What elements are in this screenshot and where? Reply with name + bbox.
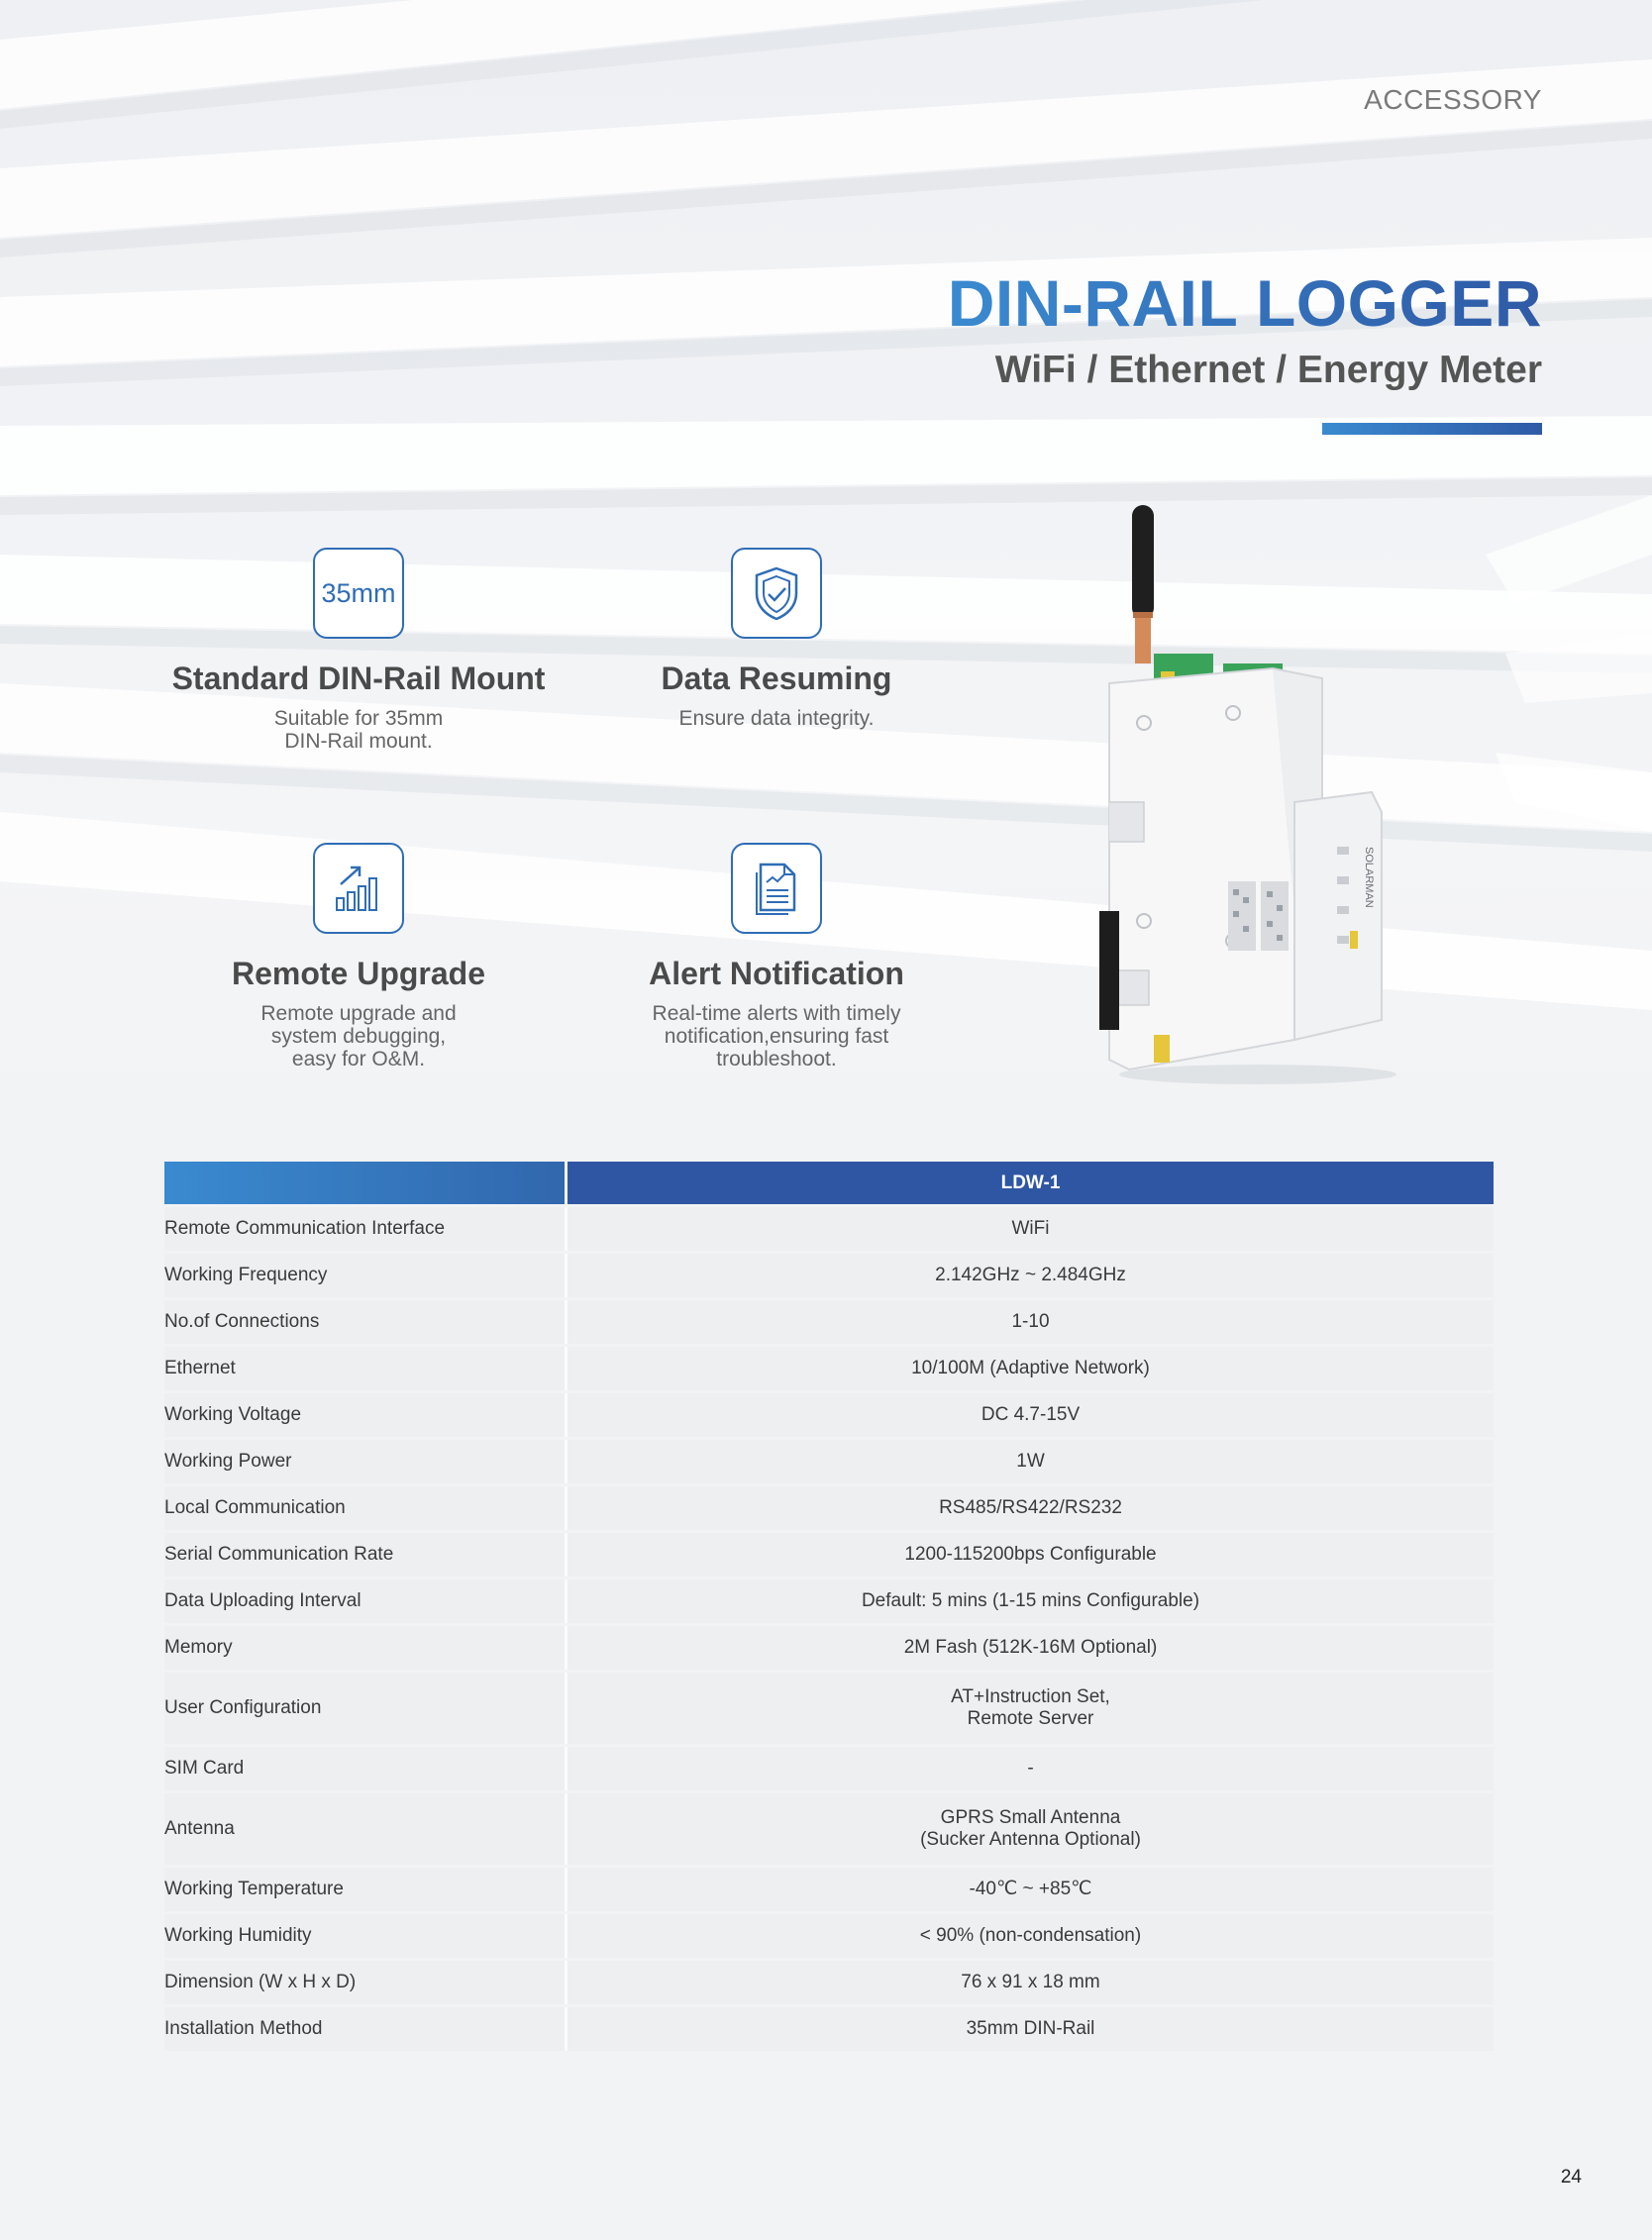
table-header-cell <box>164 1162 568 1204</box>
spec-value: 1-10 <box>568 1300 1494 1344</box>
feature-title: Data Resuming <box>661 661 892 696</box>
table-row <box>164 1914 1494 1958</box>
table-row <box>164 1626 1494 1670</box>
spec-value: WiFi <box>568 1207 1494 1251</box>
spec-value: AT+Instruction Set, Remote Server <box>568 1673 1494 1744</box>
table-row <box>164 1207 1494 1251</box>
page-title: DIN-RAIL LOGGER <box>947 266 1542 340</box>
spec-value: Default: 5 mins (1-15 mins Configurable) <box>568 1579 1494 1623</box>
spec-value: 10/100M (Adaptive Network) <box>568 1347 1494 1390</box>
table-row <box>164 1747 1494 1790</box>
spec-label: Installation Method <box>164 2007 568 2051</box>
spec-value: - <box>568 1747 1494 1790</box>
feature-description: Suitable for 35mm DIN-Rail mount. <box>273 707 444 753</box>
spec-value: 76 x 91 x 18 mm <box>568 1961 1494 2004</box>
35mm-icon <box>313 548 404 639</box>
feature-alert-notification <box>568 843 984 1070</box>
spec-value: 1200-115200bps Configurable <box>568 1533 1494 1577</box>
shield-check-icon <box>731 548 822 639</box>
table-header-model: LDW-1 <box>568 1162 1494 1204</box>
table-row <box>164 1793 1494 1865</box>
spec-label: Working Temperature <box>164 1868 568 1911</box>
spec-label: User Configuration <box>164 1673 568 1744</box>
spec-label: SIM Card <box>164 1747 568 1790</box>
spec-value: -40℃ ~ +85℃ <box>568 1868 1494 1911</box>
page-number: 24 <box>1560 2167 1582 2188</box>
page-subtitle: WiFi / Ethernet / Energy Meter <box>994 349 1542 391</box>
spec-label: Working Frequency <box>164 1254 568 1297</box>
feature-description: Remote upgrade and system debugging, easy for O&M. <box>260 1002 457 1070</box>
table-row <box>164 1673 1494 1744</box>
spec-value: 2M Fash (512K-16M Optional) <box>568 1626 1494 1670</box>
spec-label: Local Communication <box>164 1486 568 1530</box>
spec-value: 2.142GHz ~ 2.484GHz <box>568 1254 1494 1297</box>
feature-title: Standard DIN-Rail Mount <box>171 661 546 696</box>
spec-value: DC 4.7-15V <box>568 1393 1494 1437</box>
device-brand: SOLARMAN <box>1363 847 1375 908</box>
feature-description: Ensure data integrity. <box>678 707 875 730</box>
section-label: ACCESSORY <box>1364 84 1542 115</box>
table-row <box>164 1347 1494 1390</box>
feature-din-rail-mount <box>151 548 567 753</box>
icon-label: 35mm <box>321 577 396 608</box>
spec-value: GPRS Small Antenna (Sucker Antenna Optional) <box>568 1793 1494 1865</box>
spec-table <box>164 1159 1494 2054</box>
spec-label: Memory <box>164 1626 568 1670</box>
table-row <box>164 1868 1494 1911</box>
title-underline <box>1322 423 1542 435</box>
feature-remote-upgrade <box>151 843 567 1070</box>
spec-label: Remote Communication Interface <box>164 1207 568 1251</box>
table-row <box>164 1961 1494 2004</box>
spec-label: Antenna <box>164 1793 568 1865</box>
bar-chart-upgrade-icon <box>313 843 404 934</box>
table-row <box>164 1486 1494 1530</box>
table-row <box>164 1393 1494 1437</box>
table-row <box>164 2007 1494 2051</box>
spec-label: Dimension (W x H x D) <box>164 1961 568 2004</box>
spec-label: Ethernet <box>164 1347 568 1390</box>
spec-label: Serial Communication Rate <box>164 1533 568 1577</box>
table-row <box>164 1440 1494 1483</box>
table-header-row <box>164 1162 1494 1204</box>
feature-title: Remote Upgrade <box>231 956 486 991</box>
feature-description: Real-time alerts with timely notification,ensuring fast troubleshoot. <box>652 1002 901 1070</box>
spec-label: Data Uploading Interval <box>164 1579 568 1623</box>
table-row <box>164 1533 1494 1577</box>
spec-value: 1W <box>568 1440 1494 1483</box>
document-alert-icon <box>731 843 822 934</box>
din-rail-logger-image <box>1084 505 1421 1089</box>
spec-value: RS485/RS422/RS232 <box>568 1486 1494 1530</box>
table-row <box>164 1300 1494 1344</box>
spec-label: Working Humidity <box>164 1914 568 1958</box>
spec-value: 35mm DIN-Rail <box>568 2007 1494 2051</box>
spec-label: No.of Connections <box>164 1300 568 1344</box>
table-row <box>164 1579 1494 1623</box>
spec-value: < 90% (non-condensation) <box>568 1914 1494 1958</box>
feature-data-resuming <box>568 548 984 730</box>
spec-label: Working Voltage <box>164 1393 568 1437</box>
feature-title: Alert Notification <box>649 956 904 991</box>
spec-label: Working Power <box>164 1440 568 1483</box>
table-row <box>164 1254 1494 1297</box>
